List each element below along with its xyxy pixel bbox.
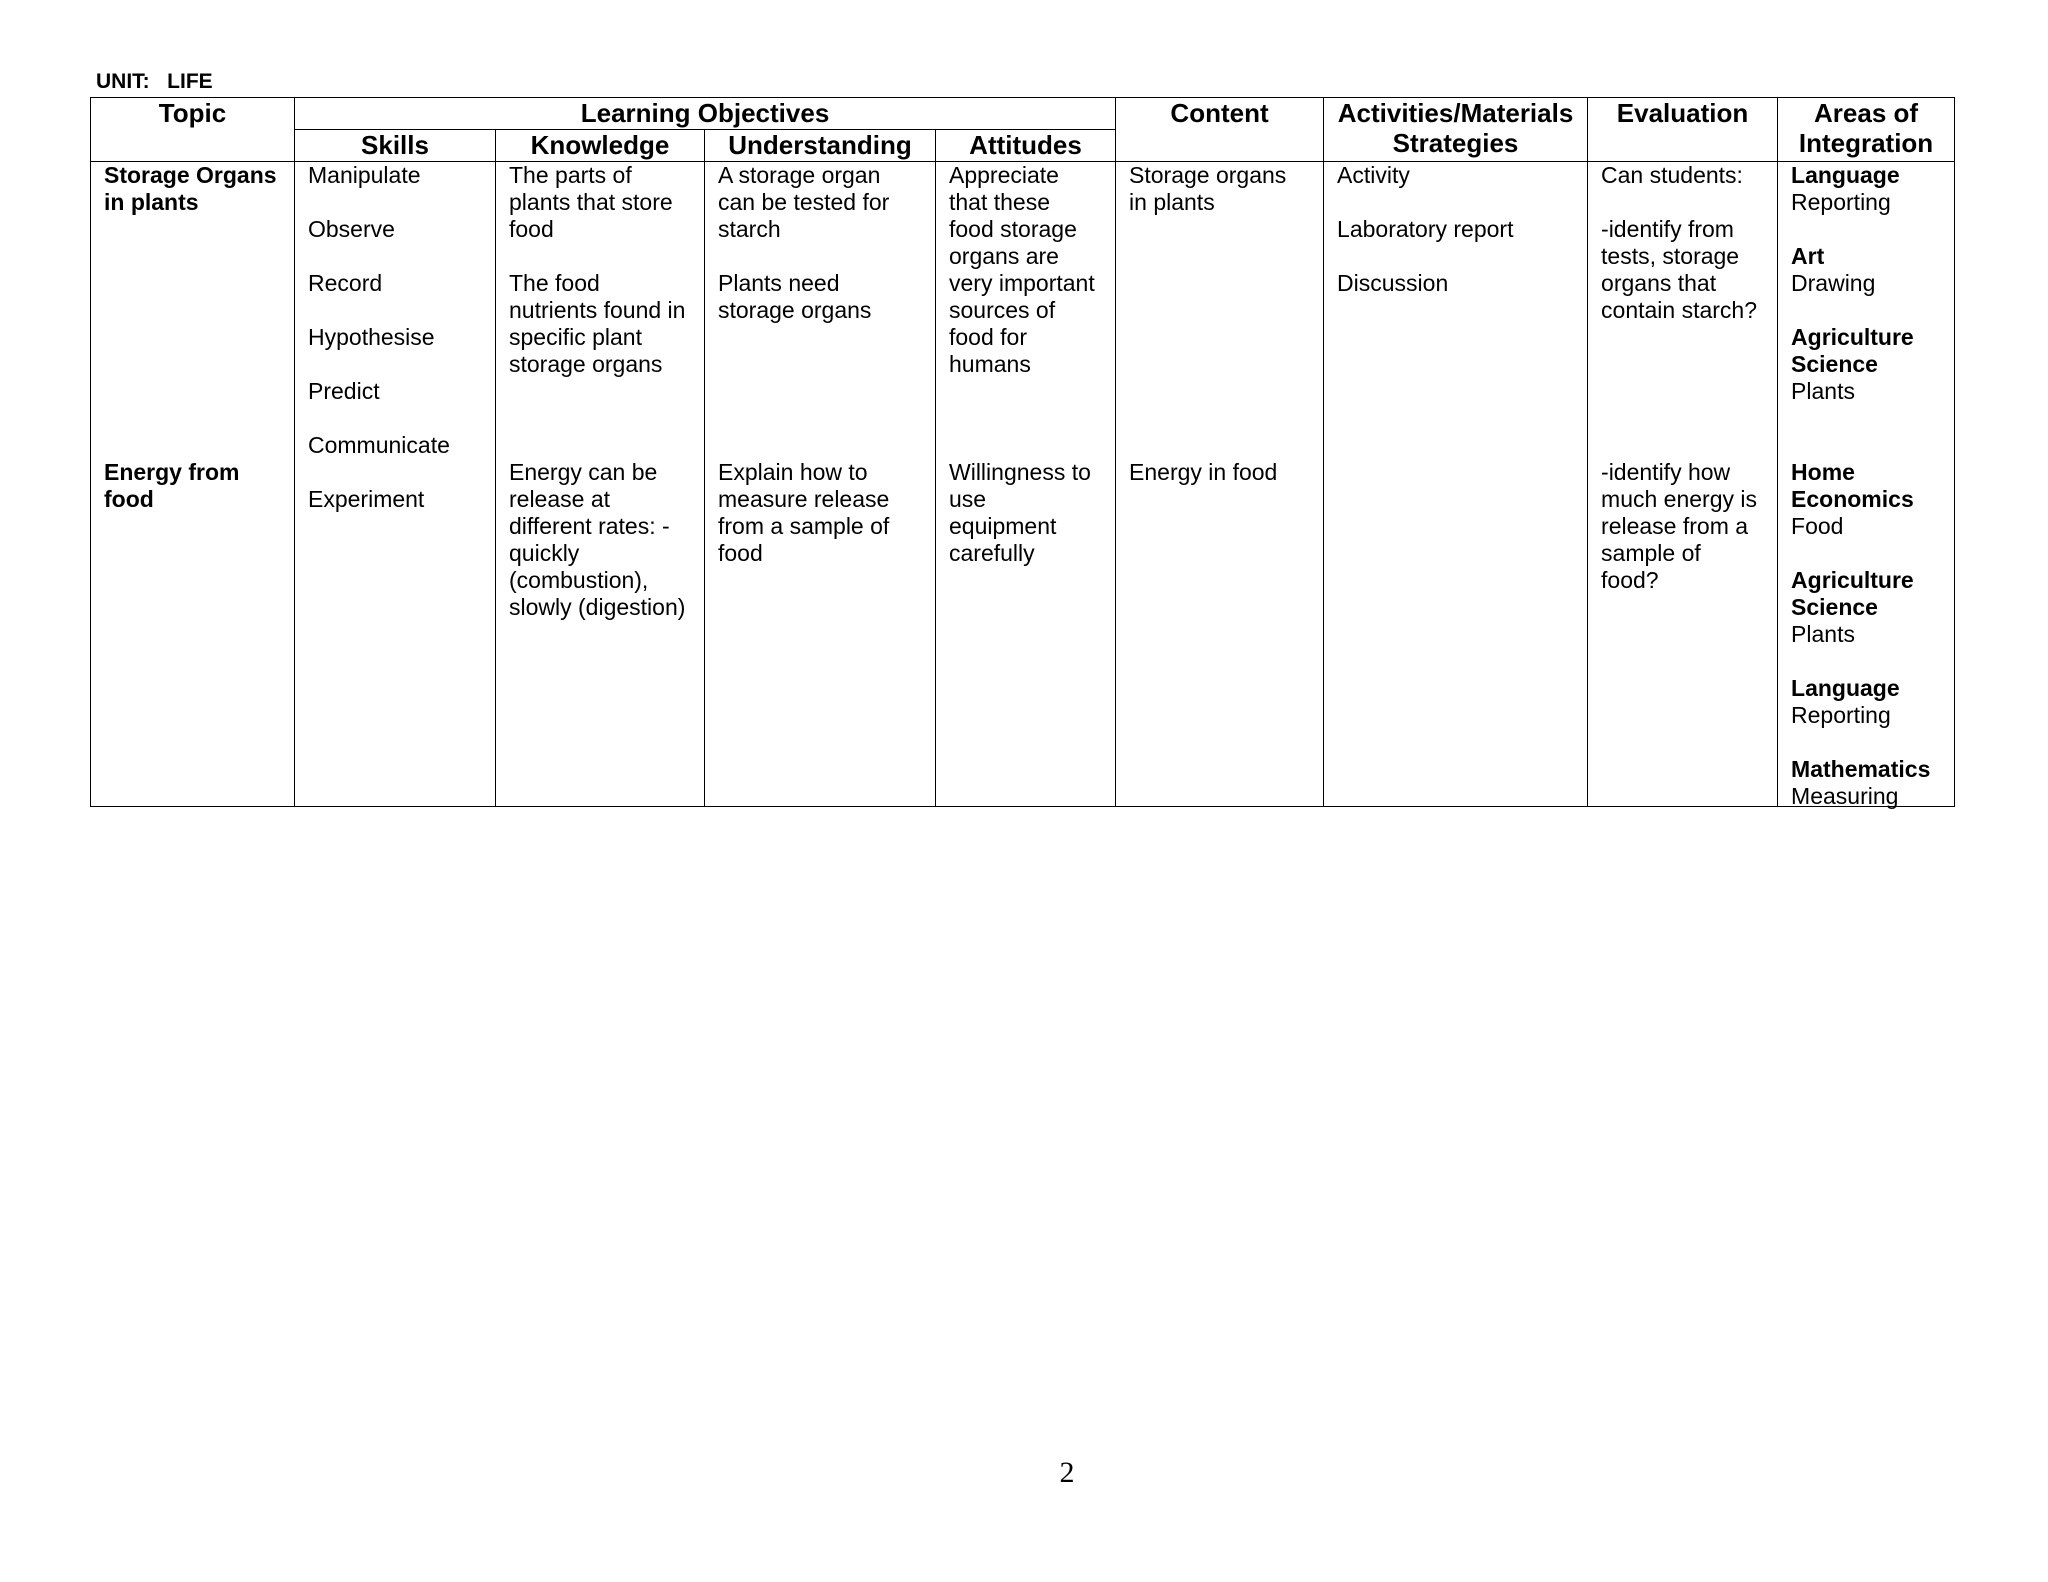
activity-item: Discussion	[1337, 270, 1449, 296]
skill-item: Observe	[308, 216, 395, 242]
knowledge-storage-nutrients: The food nutrients found in specific plant storage organs	[509, 270, 686, 377]
skills-cell	[295, 162, 496, 807]
header-topic: Topic	[91, 98, 295, 162]
area-item: Language Reporting	[1791, 675, 1900, 728]
header-attitudes: Attitudes	[936, 130, 1116, 162]
topic-cell	[91, 162, 295, 807]
skill-item: Manipulate	[308, 162, 421, 188]
skill-item: Experiment	[308, 486, 425, 512]
evaluation-intro: Can students:	[1601, 162, 1743, 188]
header-evaluation: Evaluation	[1588, 98, 1778, 162]
areas-cell	[1778, 162, 1955, 807]
understanding-energy: Explain how to measure release from a sample of food	[718, 459, 890, 566]
skill-item: Hypothesise	[308, 324, 435, 350]
area-item: Mathematics Measuring	[1791, 756, 1931, 809]
understanding-storage-need: Plants need storage organs	[718, 270, 872, 323]
evaluation-storage: -identify from tests, storage organs that contain starch?	[1601, 216, 1758, 323]
attitudes-storage: Appreciate that these food storage organs are very important sources of food for humans	[949, 162, 1095, 377]
header-content: Content	[1116, 98, 1324, 162]
knowledge-energy: Energy can be release at different rates: - quickly (combustion), slowly (digestion)	[509, 459, 686, 620]
topic-energy-from-food: Energy from food	[104, 459, 240, 512]
header-activities: Activities/Materials Strategies	[1324, 98, 1588, 162]
skill-item: Predict	[308, 378, 380, 404]
header-knowledge: Knowledge	[496, 130, 705, 162]
activities-cell	[1324, 162, 1588, 807]
header-skills: Skills	[295, 130, 496, 162]
content-storage: Storage organs in plants	[1129, 162, 1287, 215]
skill-item: Communicate	[308, 432, 450, 458]
understanding-storage-test: A storage organ can be tested for starch	[718, 162, 890, 242]
attitudes-cell	[936, 162, 1116, 807]
area-item: Agriculture Science Plants	[1791, 567, 1914, 647]
skill-item: Record	[308, 270, 383, 296]
area-item: Art Drawing	[1791, 243, 1876, 296]
lesson-plan-table	[90, 97, 1955, 807]
activity-item: Activity	[1337, 162, 1410, 188]
header-understanding: Understanding	[705, 130, 936, 162]
evaluation-cell	[1588, 162, 1778, 807]
knowledge-storage-parts: The parts of plants that store food	[509, 162, 673, 242]
knowledge-cell	[496, 162, 705, 807]
activity-item: Laboratory report	[1337, 216, 1514, 242]
area-item: Language Reporting	[1791, 162, 1900, 215]
area-item: Agriculture Science Plants	[1791, 324, 1914, 404]
header-learning-objectives: Learning Objectives	[295, 98, 1116, 130]
topic-storage-organs: Storage Organs in plants	[104, 162, 277, 215]
content-cell	[1116, 162, 1324, 807]
area-item: Home Economics Food	[1791, 459, 1914, 539]
attitudes-energy: Willingness to use equipment carefully	[949, 459, 1091, 566]
unit-label: UNIT: LIFE	[96, 70, 213, 93]
page-number: 2	[1059, 1456, 1075, 1489]
header-areas-of-integration: Areas of Integration	[1778, 98, 1955, 162]
evaluation-energy: -identify how much energy is release from a sample of food?	[1601, 459, 1757, 593]
understanding-cell	[705, 162, 936, 807]
content-energy: Energy in food	[1129, 459, 1278, 485]
